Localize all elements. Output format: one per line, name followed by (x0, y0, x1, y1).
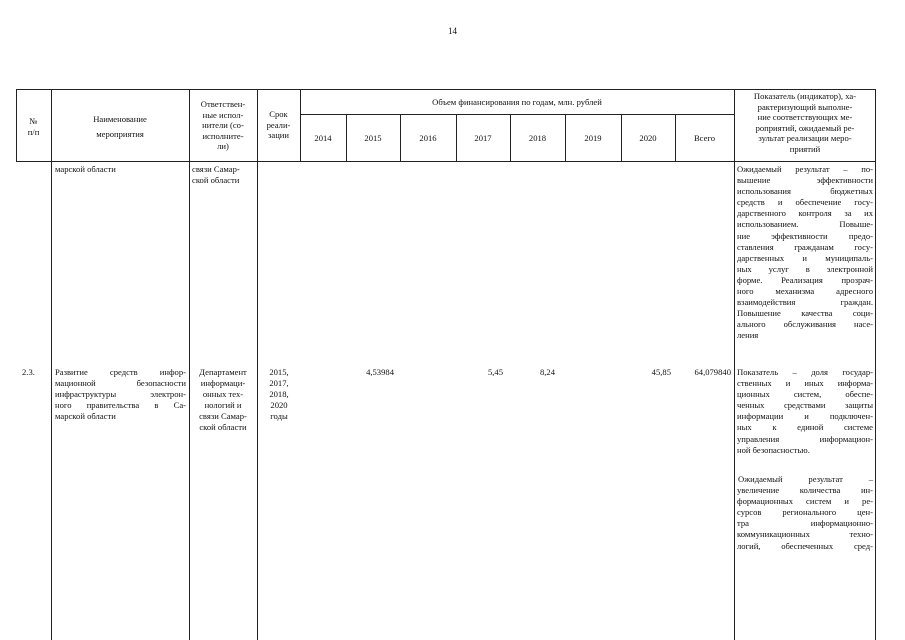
header-year-2018: 2018 (528, 133, 547, 143)
header-year-2019: 2019 (584, 133, 602, 143)
table-right-border (875, 89, 876, 640)
col-divider (189, 89, 190, 640)
header-responsible: Ответствен- ные испол- нители (со- исполните- ли) (200, 99, 246, 152)
col-divider (257, 89, 258, 640)
header-year-2014: 2014 (314, 133, 332, 143)
table-top-border (16, 89, 875, 90)
header-number: № п/п (27, 116, 40, 137)
col-divider (51, 89, 52, 640)
row-indicator: Показатель – доля государ- ственных и иных информа- ционных систем, обеспе- ченных средствами защиты информации и подключен- ных к единой системе управления информацион- ной безопасностью. (737, 367, 873, 455)
header-indicator: Показатель (индикатор), ха- рактеризующий выполне- ние соответствующих ме- роприятий, ожидаемый ре- зультат реализации меро- приятий (753, 91, 857, 154)
cont-row-responsible: связи Самар- ской области (192, 164, 240, 186)
value-total: 64,079840 (694, 367, 731, 377)
row-activity-name: Развитие средств инфор- мационной безопасности инфраструктуры электрон- ного правительства в Са- марской области (55, 367, 186, 422)
row-term: 2015, 2017, 2018, 2020 годы (269, 367, 289, 422)
row-number: 2.3. (22, 367, 35, 377)
header-total: Всего (693, 133, 716, 143)
header-year-2017: 2017 (474, 133, 492, 143)
value-2018: 8,24 (539, 367, 555, 377)
years-divider (300, 114, 734, 115)
header-year-2016: 2016 (419, 133, 437, 143)
value-2017: 5,45 (487, 367, 503, 377)
header-term: Срок реали- зации (266, 109, 291, 141)
row-expected-result: Ожидаемый результат – увеличение количества ин- формационных систем и ре- сурсов регионального цен- тра информационно- коммуникационных техно- логий, обеспеченных сред- (737, 474, 873, 551)
page-number: 14 (448, 26, 457, 36)
cont-row-expected-result: Ожидаемый результат – по- вышение эффективности использования бюджетных средств и обеспечение госу- дарственного контроля за их использованием. Повыше- ние эффективности предо- ставления гражданам госу- дарственных и муниципаль- ных услуг в электронной форме. Реализация прозрач- ного механизма адресного взаимодействия граждан. Повышение качества соци- ального обслуживания насе- ления (737, 164, 873, 341)
header-year-2020: 2020 (639, 133, 657, 143)
cont-row-name: марской области (55, 164, 116, 174)
header-bottom-border (16, 161, 875, 162)
value-2015: 4,53984 (366, 367, 394, 377)
row-responsible: Департамент информаци- онных тех- нологий и связи Самар- ской области (199, 367, 247, 433)
header-activity-name: Наименование мероприятия (93, 114, 147, 139)
col-divider (734, 89, 735, 640)
value-2020: 45,85 (651, 367, 671, 377)
header-funding-title: Объем финансирования по годам, млн. рублей (432, 97, 602, 107)
header-year-2015: 2015 (364, 133, 382, 143)
